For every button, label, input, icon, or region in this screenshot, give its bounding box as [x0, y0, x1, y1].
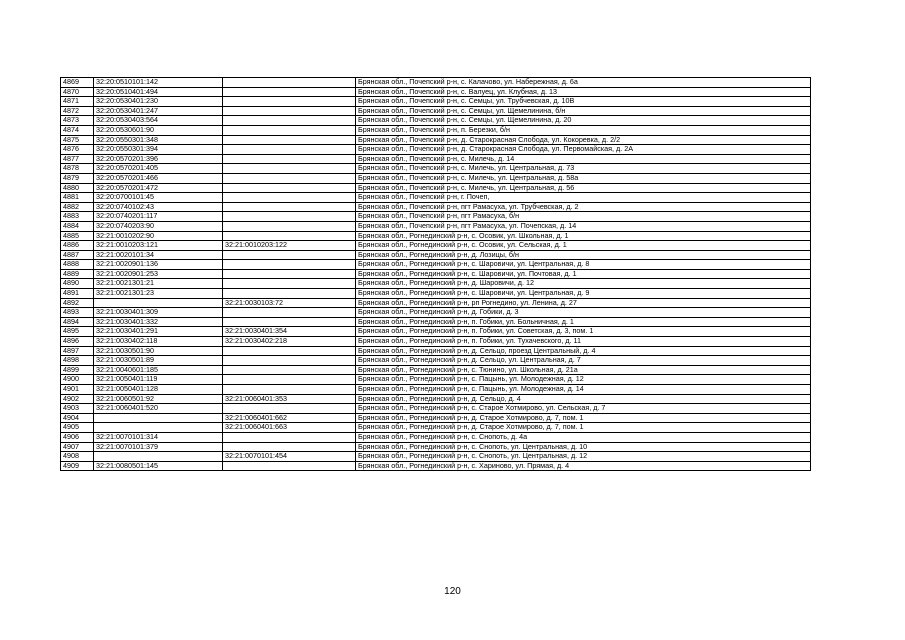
secondary-cadastral-number-cell: [223, 154, 356, 164]
table-row: [61, 394, 811, 404]
row-number-cell: 4878: [61, 164, 94, 174]
row-number-cell: 4904: [61, 413, 94, 423]
cadastral-number-cell: 32:21:0030401:291: [94, 327, 223, 337]
table-row: [61, 250, 811, 260]
address-cell: Брянская обл., Рогнединский р-н, п. Гобики, ул. Больничная, д. 1: [356, 317, 811, 327]
secondary-cadastral-number-cell: [223, 145, 356, 155]
address-cell: Брянская обл., Рогнединский р-н, с. Шаровичи, ул. Почтовая, д. 1: [356, 269, 811, 279]
table-row: [61, 423, 811, 433]
table-row: [61, 193, 811, 203]
secondary-cadastral-number-cell: 32:21:0060401:663: [223, 423, 356, 433]
row-number-cell: 4895: [61, 327, 94, 337]
cadastral-number-cell: 32:20:0570201:405: [94, 164, 223, 174]
address-cell: Брянская обл., Рогнединский р-н, д. Старое Хотмирово, д. 7, пом. 1: [356, 423, 811, 433]
secondary-cadastral-number-cell: 32:21:0070101:454: [223, 452, 356, 462]
row-number-cell: 4875: [61, 135, 94, 145]
row-number-cell: 4905: [61, 423, 94, 433]
cadastral-number-cell: 32:20:0740201:117: [94, 212, 223, 222]
cadastral-number-cell: 32:20:0530403:564: [94, 116, 223, 126]
row-number-cell: 4887: [61, 250, 94, 260]
secondary-cadastral-number-cell: [223, 87, 356, 97]
address-cell: Брянская обл., Рогнединский р-н, с. Осовик, ул. Школьная, д. 1: [356, 231, 811, 241]
cadastral-number-cell: 32:20:0570201:466: [94, 173, 223, 183]
row-number-cell: 4874: [61, 125, 94, 135]
address-cell: Брянская обл., Почепский р-н, пгт Рамасуха, ул. Почепская, д. 14: [356, 221, 811, 231]
table-row: [61, 260, 811, 270]
cadastral-number-cell: 32:21:0040601:185: [94, 365, 223, 375]
secondary-cadastral-number-cell: [223, 78, 356, 88]
address-cell: Брянская обл., Рогнединский р-н, с. Пацынь, ул. Молодежная, д. 12: [356, 375, 811, 385]
cadastral-number-cell: 32:21:0021301:21: [94, 279, 223, 289]
cadastral-number-cell: 32:21:0060501:92: [94, 394, 223, 404]
cadastral-number-cell: 32:20:0700101:45: [94, 193, 223, 203]
row-number-cell: 4891: [61, 289, 94, 299]
address-cell: Брянская обл., Почепский р-н, с. Семцы, ул. Щемелинина, д. 20: [356, 116, 811, 126]
cadastral-number-cell: 32:20:0530401:247: [94, 106, 223, 116]
table-row: [61, 327, 811, 337]
row-number-cell: 4873: [61, 116, 94, 126]
row-number-cell: 4880: [61, 183, 94, 193]
table-row: [61, 279, 811, 289]
secondary-cadastral-number-cell: [223, 432, 356, 442]
row-number-cell: 4876: [61, 145, 94, 155]
address-cell: Брянская обл., Почепский р-н, д. Старокрасная Слобода, ул. Первомайская, д. 2А: [356, 145, 811, 155]
address-cell: Брянская обл., Рогнединский р-н, с. Снопоть, ул. Центральная, д. 10: [356, 442, 811, 452]
cadastral-number-cell: 32:20:0550301:394: [94, 145, 223, 155]
table-row: [61, 173, 811, 183]
secondary-cadastral-number-cell: [223, 269, 356, 279]
cadastral-number-cell: [94, 452, 223, 462]
address-cell: Брянская обл., Рогнединский р-н, п. Гобики, ул. Тухачевского, д. 11: [356, 337, 811, 347]
secondary-cadastral-number-cell: [223, 375, 356, 385]
table-row: [61, 346, 811, 356]
cadastral-number-cell: 32:20:0550301:348: [94, 135, 223, 145]
address-cell: Брянская обл., Рогнединский р-н, с. Шаровичи, ул. Центральная, д. 9: [356, 289, 811, 299]
address-cell: Брянская обл., Рогнединский р-н, с. Хариново, ул. Прямая, д. 4: [356, 461, 811, 471]
secondary-cadastral-number-cell: 32:21:0030402:218: [223, 337, 356, 347]
row-number-cell: 4892: [61, 298, 94, 308]
table-row: [61, 269, 811, 279]
table-row: [61, 221, 811, 231]
cadastral-number-cell: 32:21:0020901:136: [94, 260, 223, 270]
secondary-cadastral-number-cell: [223, 97, 356, 107]
table-row: [61, 231, 811, 241]
address-cell: Брянская обл., Рогнединский р-н, рп Рогнедино, ул. Ленина, д. 27: [356, 298, 811, 308]
row-number-cell: 4886: [61, 241, 94, 251]
address-cell: Брянская обл., Рогнединский р-н, д. Старое Хотмирово, д. 7, пом. 1: [356, 413, 811, 423]
table-row: [61, 145, 811, 155]
secondary-cadastral-number-cell: [223, 125, 356, 135]
secondary-cadastral-number-cell: [223, 385, 356, 395]
cadastral-number-cell: 32:21:0021301:23: [94, 289, 223, 299]
table-row: [61, 87, 811, 97]
row-number-cell: 4909: [61, 461, 94, 471]
cadastral-number-cell: 32:21:0060401:520: [94, 404, 223, 414]
cadastral-number-cell: 32:20:0570201:472: [94, 183, 223, 193]
secondary-cadastral-number-cell: 32:21:0060401:662: [223, 413, 356, 423]
cadastral-number-cell: 32:21:0030401:332: [94, 317, 223, 327]
registry-table-body: [61, 78, 811, 471]
address-cell: Брянская обл., Рогнединский р-н, с. Снопоть, д. 4а: [356, 432, 811, 442]
secondary-cadastral-number-cell: [223, 202, 356, 212]
page-number: 120: [444, 586, 461, 597]
table-row: [61, 164, 811, 174]
secondary-cadastral-number-cell: [223, 212, 356, 222]
secondary-cadastral-number-cell: [223, 260, 356, 270]
secondary-cadastral-number-cell: [223, 164, 356, 174]
table-row: [61, 241, 811, 251]
address-cell: Брянская обл., Рогнединский р-н, д. Шаровичи, д. 12: [356, 279, 811, 289]
address-cell: Брянская обл., Почепский р-н, с. Семцы, ул. Трубчевская, д. 10В: [356, 97, 811, 107]
row-number-cell: 4897: [61, 346, 94, 356]
table-row: [61, 125, 811, 135]
table-row: [61, 356, 811, 366]
secondary-cadastral-number-cell: [223, 442, 356, 452]
cadastral-number-cell: 32:20:0740203:90: [94, 221, 223, 231]
secondary-cadastral-number-cell: [223, 231, 356, 241]
row-number-cell: 4882: [61, 202, 94, 212]
cadastral-number-cell: 32:21:0030402:118: [94, 337, 223, 347]
cadastral-number-cell: 32:20:0570201:396: [94, 154, 223, 164]
row-number-cell: 4877: [61, 154, 94, 164]
secondary-cadastral-number-cell: [223, 250, 356, 260]
secondary-cadastral-number-cell: [223, 308, 356, 318]
row-number-cell: 4906: [61, 432, 94, 442]
cadastral-number-cell: [94, 413, 223, 423]
cadastral-number-cell: 32:20:0530601:90: [94, 125, 223, 135]
address-cell: Брянская обл., Почепский р-н, д. Старокрасная Слобода, ул. Кокоревка, д. 2/2: [356, 135, 811, 145]
table-row: [61, 212, 811, 222]
secondary-cadastral-number-cell: [223, 365, 356, 375]
table-row: [61, 404, 811, 414]
table-row: [61, 106, 811, 116]
secondary-cadastral-number-cell: [223, 183, 356, 193]
table-row: [61, 298, 811, 308]
cadastral-number-cell: 32:21:0050401:119: [94, 375, 223, 385]
secondary-cadastral-number-cell: [223, 289, 356, 299]
cadastral-number-cell: 32:20:0530401:230: [94, 97, 223, 107]
secondary-cadastral-number-cell: [223, 116, 356, 126]
cadastral-number-cell: 32:21:0070101:314: [94, 432, 223, 442]
row-number-cell: 4871: [61, 97, 94, 107]
table-row: [61, 385, 811, 395]
secondary-cadastral-number-cell: 32:21:0060401:353: [223, 394, 356, 404]
secondary-cadastral-number-cell: [223, 173, 356, 183]
address-cell: Брянская обл., Рогнединский р-н, д. Гобики, д. 3: [356, 308, 811, 318]
cadastral-number-cell: 32:21:0050401:128: [94, 385, 223, 395]
row-number-cell: 4879: [61, 173, 94, 183]
address-cell: Брянская обл., Рогнединский р-н, с. Осовик, ул. Сельская, д. 1: [356, 241, 811, 251]
row-number-cell: 4888: [61, 260, 94, 270]
cadastral-number-cell: 32:21:0030401:309: [94, 308, 223, 318]
secondary-cadastral-number-cell: [223, 106, 356, 116]
secondary-cadastral-number-cell: 32:21:0010203:122: [223, 241, 356, 251]
table-row: [61, 97, 811, 107]
secondary-cadastral-number-cell: [223, 346, 356, 356]
table-row: [61, 337, 811, 347]
row-number-cell: 4896: [61, 337, 94, 347]
table-row: [61, 442, 811, 452]
cadastral-number-cell: 32:21:0020901:253: [94, 269, 223, 279]
address-cell: Брянская обл., Рогнединский р-н, д. Лозицы, б/н: [356, 250, 811, 260]
row-number-cell: 4901: [61, 385, 94, 395]
secondary-cadastral-number-cell: [223, 461, 356, 471]
address-cell: Брянская обл., Почепский р-н, с. Милечь, ул. Центральная, д. 58а: [356, 173, 811, 183]
table-row: [61, 116, 811, 126]
cadastral-number-cell: 32:21:0070101:379: [94, 442, 223, 452]
row-number-cell: 4903: [61, 404, 94, 414]
row-number-cell: 4900: [61, 375, 94, 385]
row-number-cell: 4908: [61, 452, 94, 462]
table-row: [61, 432, 811, 442]
address-cell: Брянская обл., Почепский р-н, с. Валуец, ул. Клубная, д. 13: [356, 87, 811, 97]
address-cell: Брянская обл., Рогнединский р-н, с. Шаровичи, ул. Центральная, д. 8: [356, 260, 811, 270]
address-cell: Брянская обл., Рогнединский р-н, с. Пацынь, ул. Молодежная, д. 14: [356, 385, 811, 395]
table-row: [61, 78, 811, 88]
row-number-cell: 4893: [61, 308, 94, 318]
cadastral-number-cell: 32:20:0510401:494: [94, 87, 223, 97]
row-number-cell: 4902: [61, 394, 94, 404]
address-cell: Брянская обл., Рогнединский р-н, п. Гобики, ул. Советская, д. 3, пом. 1: [356, 327, 811, 337]
secondary-cadastral-number-cell: 32:21:0030103:72: [223, 298, 356, 308]
address-cell: Брянская обл., Почепский р-н, с. Калачово, ул. Набережная, д. 6а: [356, 78, 811, 88]
secondary-cadastral-number-cell: [223, 193, 356, 203]
address-cell: Брянская обл., Рогнединский р-н, д. Сельцо, проезд Центральный, д. 4: [356, 346, 811, 356]
address-cell: Брянская обл., Рогнединский р-н, с. Снопоть, ул. Центральная, д. 12: [356, 452, 811, 462]
secondary-cadastral-number-cell: [223, 279, 356, 289]
secondary-cadastral-number-cell: 32:21:0030401:354: [223, 327, 356, 337]
secondary-cadastral-number-cell: [223, 356, 356, 366]
secondary-cadastral-number-cell: [223, 221, 356, 231]
cadastral-number-cell: 32:20:0740102:43: [94, 202, 223, 212]
row-number-cell: 4898: [61, 356, 94, 366]
address-cell: Брянская обл., Рогнединский р-н, д. Сельцо, д. 4: [356, 394, 811, 404]
row-number-cell: 4899: [61, 365, 94, 375]
table-row: [61, 413, 811, 423]
table-row: [61, 461, 811, 471]
table-row: [61, 202, 811, 212]
cadastral-number-cell: 32:21:0080501:145: [94, 461, 223, 471]
secondary-cadastral-number-cell: [223, 404, 356, 414]
row-number-cell: 4869: [61, 78, 94, 88]
table-row: [61, 135, 811, 145]
secondary-cadastral-number-cell: [223, 317, 356, 327]
secondary-cadastral-number-cell: [223, 135, 356, 145]
cadastral-number-cell: 32:21:0020101:34: [94, 250, 223, 260]
table-row: [61, 154, 811, 164]
row-number-cell: 4881: [61, 193, 94, 203]
row-number-cell: 4870: [61, 87, 94, 97]
cadastral-number-cell: 32:21:0030501:89: [94, 356, 223, 366]
address-cell: Брянская обл., Почепский р-н, с. Милечь, ул. Центральная, д. 56: [356, 183, 811, 193]
cadastral-number-cell: [94, 298, 223, 308]
row-number-cell: 4884: [61, 221, 94, 231]
table-row: [61, 183, 811, 193]
property-registry-table: [60, 77, 811, 471]
row-number-cell: 4872: [61, 106, 94, 116]
row-number-cell: 4890: [61, 279, 94, 289]
cadastral-number-cell: [94, 423, 223, 433]
cadastral-number-cell: 32:20:0510101:142: [94, 78, 223, 88]
table-row: [61, 289, 811, 299]
address-cell: Брянская обл., Рогнединский р-н, с. Тюнино, ул. Школьная, д. 21а: [356, 365, 811, 375]
address-cell: Брянская обл., Почепский р-н, с. Милечь, ул. Центральная, д. 73: [356, 164, 811, 174]
address-cell: Брянская обл., Рогнединский р-н, с. Старое Хотмирово, ул. Сельская, д. 7: [356, 404, 811, 414]
row-number-cell: 4883: [61, 212, 94, 222]
address-cell: Брянская обл., Почепский р-н, г. Почеп,: [356, 193, 811, 203]
table-row: [61, 365, 811, 375]
cadastral-number-cell: 32:21:0010202:90: [94, 231, 223, 241]
table-row: [61, 317, 811, 327]
table-row: [61, 308, 811, 318]
cadastral-number-cell: 32:21:0030501:90: [94, 346, 223, 356]
address-cell: Брянская обл., Почепский р-н, пгт Рамасуха, ул. Трубчевская, д. 2: [356, 202, 811, 212]
row-number-cell: 4885: [61, 231, 94, 241]
address-cell: Брянская обл., Почепский р-н, с. Семцы, ул. Щемелинина, б/н: [356, 106, 811, 116]
cadastral-number-cell: 32:21:0010203:121: [94, 241, 223, 251]
row-number-cell: 4894: [61, 317, 94, 327]
table-row: [61, 452, 811, 462]
address-cell: Брянская обл., Почепский р-н, пгт Рамасуха, б/н: [356, 212, 811, 222]
row-number-cell: 4907: [61, 442, 94, 452]
address-cell: Брянская обл., Почепский р-н, с. Милечь, д. 14: [356, 154, 811, 164]
table-row: [61, 375, 811, 385]
address-cell: Брянская обл., Почепский р-н, п. Березки, б/н: [356, 125, 811, 135]
row-number-cell: 4889: [61, 269, 94, 279]
address-cell: Брянская обл., Рогнединский р-н, д. Сельцо, ул. Центральная, д. 7: [356, 356, 811, 366]
